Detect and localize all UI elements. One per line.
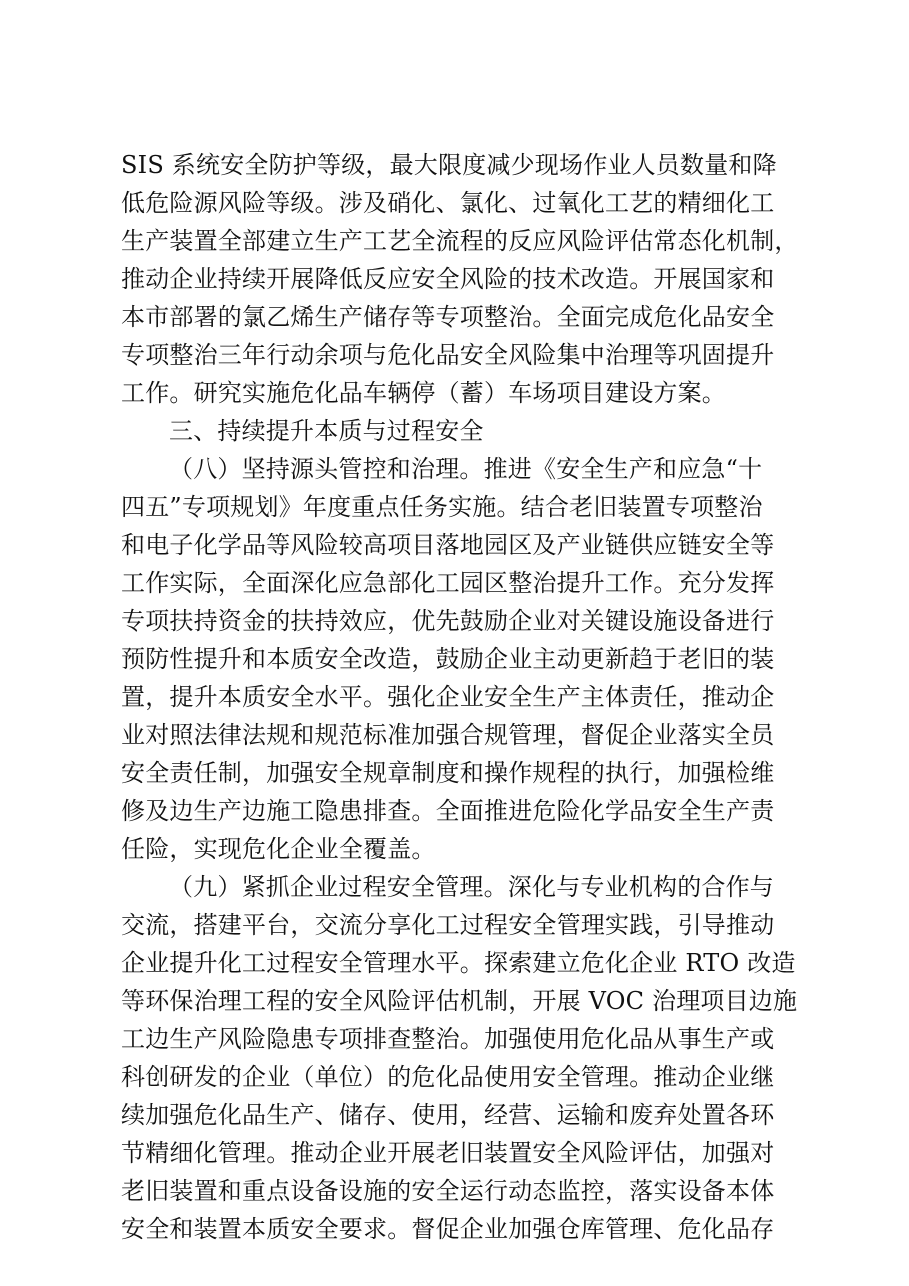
text-line: 安全和装置本质安全要求。督促企业加强仓库管理、危化品存: [121, 1215, 775, 1243]
text-line: 任险，实现危化企业全覆盖。: [121, 835, 436, 863]
text-line: 工边生产风险隐患专项排查整治。加强使用危化品从事生产或: [121, 1025, 775, 1053]
paragraph-start-line: （八）坚持源头管控和治理。推进《安全生产和应急“十: [169, 455, 763, 483]
text-line: 置，提升本质安全水平。强化企业安全生产主体责任，推动企: [121, 683, 775, 711]
text-line: 生产装置全部建立生产工艺全流程的反应风险评估常态化机制，: [121, 227, 799, 255]
text-line: 节精细化管理。推动企业开展老旧装置安全风险评估，加强对: [121, 1139, 775, 1167]
paragraph-start-line: （九）紧抓企业过程安全管理。深化与专业机构的合作与: [169, 873, 774, 901]
text-line: 工作。研究实施危化品车辆停（蓄）车场项目建设方案。: [121, 379, 726, 407]
text-line: 工作实际，全面深化应急部化工园区整治提升工作。充分发挥: [121, 569, 775, 597]
text-line: 业对照法律法规和规范标准加强合规管理，督促企业落实全员: [121, 721, 775, 749]
text-line: 交流，搭建平台，交流分享化工过程安全管理实践，引导推动: [121, 911, 775, 939]
text-line: 续加强危化品生产、储存、使用，经营、运输和废弃处置各环: [121, 1101, 775, 1129]
text-line: 专项扶持资金的扶持效应，优先鼓励企业对关键设施设备进行: [121, 607, 775, 635]
text-line: 企业提升化工过程安全管理水平。探索建立危化企业 RTO 改造: [121, 949, 796, 977]
text-line: 等环保治理工程的安全风险评估机制，开展 VOC 治理项目边施: [121, 987, 798, 1015]
text-line: 推动企业持续开展降低反应安全风险的技术改造。开展国家和: [121, 265, 775, 293]
text-line: 预防性提升和本质安全改造，鼓励企业主动更新趋于老旧的装: [121, 645, 775, 673]
text-line: 专项整治三年行动余项与危化品安全风险集中治理等巩固提升: [121, 341, 775, 369]
text-line: 科创研发的企业（单位）的危化品使用安全管理。推动企业继: [121, 1063, 775, 1091]
text-line: 修及边生产边施工隐患排查。全面推进危险化学品安全生产责: [121, 797, 775, 825]
section-heading: 三、持续提升本质与过程安全: [169, 417, 484, 445]
text-line: 老旧装置和重点设备设施的安全运行动态监控，落实设备本体: [121, 1177, 775, 1205]
text-line: SIS 系统安全防护等级，最大限度减少现场作业人员数量和降: [121, 151, 777, 179]
text-line: 本市部署的氯乙烯生产储存等专项整治。全面完成危化品安全: [121, 303, 775, 331]
text-line: 低危险源风险等级。涉及硝化、氯化、过氧化工艺的精细化工: [121, 189, 775, 217]
text-line: 安全责任制，加强安全规章制度和操作规程的执行，加强检维: [121, 759, 775, 787]
text-line: 和电子化学品等风险较高项目落地园区及产业链供应链安全等: [121, 531, 775, 559]
text-line: 四五”专项规划》年度重点任务实施。结合老旧装置专项整治: [121, 493, 763, 521]
